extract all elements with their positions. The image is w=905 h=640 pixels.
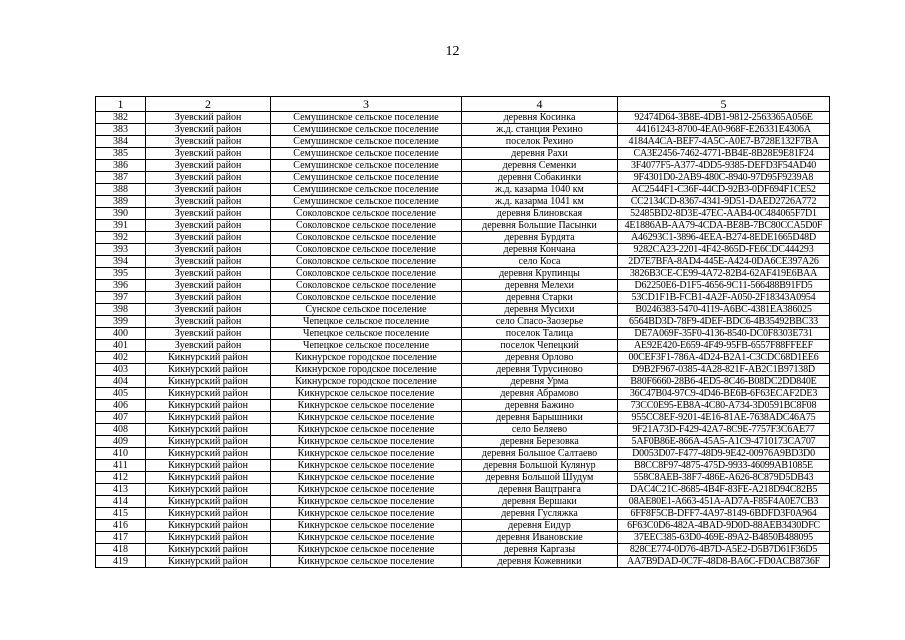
district-name: Зуевский район bbox=[146, 220, 271, 232]
district-name: Зуевский район bbox=[146, 136, 271, 148]
municipality-name: Кикнурское сельское поселение bbox=[271, 496, 462, 508]
district-name: Кикнурский район bbox=[146, 436, 271, 448]
row-number: 408 bbox=[96, 424, 146, 436]
settlement-name: поселок Рехино bbox=[462, 136, 618, 148]
settlement-guid: 53CD1F1B-FCB1-4A2F-A050-2F18343A0954 bbox=[618, 292, 830, 304]
column-header-1: 1 bbox=[96, 97, 146, 112]
settlements-table bbox=[95, 96, 830, 568]
settlement-guid: AC2544F1-C36F-44CD-92B3-0DF694F1CE52 bbox=[618, 184, 830, 196]
municipality-name: Семушинское сельское поселение bbox=[271, 172, 462, 184]
settlement-guid: 3F4077F5-A377-4DD5-9385-DEFD3F54AD40 bbox=[618, 160, 830, 172]
row-number: 394 bbox=[96, 256, 146, 268]
municipality-name: Кикнурское сельское поселение bbox=[271, 472, 462, 484]
settlement-name: поселок Чепецкий bbox=[462, 340, 618, 352]
settlement-guid: 9282CA23-2201-4F42-865D-FE6CDC444293 bbox=[618, 244, 830, 256]
row-number: 391 bbox=[96, 220, 146, 232]
row-number: 387 bbox=[96, 172, 146, 184]
municipality-name: Соколовское сельское поселение bbox=[271, 280, 462, 292]
row-number: 397 bbox=[96, 292, 146, 304]
row-number: 398 bbox=[96, 304, 146, 316]
settlement-guid: 4184A4CA-BEF7-4A5C-A0E7-B728E132F7BA bbox=[618, 136, 830, 148]
district-name: Зуевский район bbox=[146, 160, 271, 172]
settlement-guid: B8CC8F97-4875-475D-9933-46099AB1085E bbox=[618, 460, 830, 472]
district-name: Зуевский район bbox=[146, 172, 271, 184]
row-number: 417 bbox=[96, 532, 146, 544]
settlement-name: деревня Вершаки bbox=[462, 496, 618, 508]
row-number: 416 bbox=[96, 520, 146, 532]
table-row bbox=[96, 184, 830, 196]
row-number: 396 bbox=[96, 280, 146, 292]
settlement-guid: 73CC0E95-EB8A-4C80-A734-3D0591BC8F08 bbox=[618, 400, 830, 412]
municipality-name: Кикнурское сельское поселение bbox=[271, 532, 462, 544]
settlement-name: село Беляево bbox=[462, 424, 618, 436]
table-row bbox=[96, 196, 830, 208]
settlement-guid: 37EEC385-63D0-469E-89A2-B4850B488095 bbox=[618, 532, 830, 544]
settlement-name: деревня Бурдята bbox=[462, 232, 618, 244]
settlement-name: деревня Большие Пасынки bbox=[462, 220, 618, 232]
table-row bbox=[96, 556, 830, 568]
municipality-name: Соколовское сельское поселение bbox=[271, 244, 462, 256]
row-number: 413 bbox=[96, 484, 146, 496]
municipality-name: Соколовское сельское поселение bbox=[271, 292, 462, 304]
settlement-name: деревня Косинка bbox=[462, 112, 618, 124]
row-number: 412 bbox=[96, 472, 146, 484]
district-name: Зуевский район bbox=[146, 304, 271, 316]
district-name: Зуевский район bbox=[146, 124, 271, 136]
row-number: 410 bbox=[96, 448, 146, 460]
settlement-name: деревня Крупинцы bbox=[462, 268, 618, 280]
settlement-name: село Коса bbox=[462, 256, 618, 268]
municipality-name: Семушинское сельское поселение bbox=[271, 160, 462, 172]
table-row bbox=[96, 256, 830, 268]
municipality-name: Кикнурское сельское поселение bbox=[271, 460, 462, 472]
settlement-name: ж.д. казарма 1041 км bbox=[462, 196, 618, 208]
municipality-name: Кикнурское городское поселение bbox=[271, 352, 462, 364]
table-row bbox=[96, 436, 830, 448]
settlement-name: деревня Турусиново bbox=[462, 364, 618, 376]
settlement-name: деревня Гусляжка bbox=[462, 508, 618, 520]
district-name: Кикнурский район bbox=[146, 544, 271, 556]
row-number: 383 bbox=[96, 124, 146, 136]
settlement-name: деревня Большое Салтаево bbox=[462, 448, 618, 460]
settlement-name: поселок Талица bbox=[462, 328, 618, 340]
settlement-guid: 9F21A73D-F429-42A7-8C9E-7757F3C6AE77 bbox=[618, 424, 830, 436]
municipality-name: Кикнурское городское поселение bbox=[271, 376, 462, 388]
settlement-name: деревня Ивановские bbox=[462, 532, 618, 544]
settlement-guid: 00CEF3F1-786A-4D24-B2A1-C3CDC68D1EE6 bbox=[618, 352, 830, 364]
table-row bbox=[96, 508, 830, 520]
municipality-name: Кикнурское сельское поселение bbox=[271, 556, 462, 568]
settlement-name: деревня Орлово bbox=[462, 352, 618, 364]
settlement-guid: DE7A069F-35F0-4136-8540-DC0F8303E731 bbox=[618, 328, 830, 340]
row-number: 405 bbox=[96, 388, 146, 400]
settlement-guid: 6FF8F5CB-DFF7-4A97-8149-6BDFD3F0A964 bbox=[618, 508, 830, 520]
district-name: Кикнурский район bbox=[146, 424, 271, 436]
row-number: 400 bbox=[96, 328, 146, 340]
table-row bbox=[96, 220, 830, 232]
settlement-name: деревня Семенки bbox=[462, 160, 618, 172]
municipality-name: Кикнурское сельское поселение bbox=[271, 436, 462, 448]
row-number: 382 bbox=[96, 112, 146, 124]
settlement-guid: AE92E420-E659-4F49-95FB-6557F88FFEEF bbox=[618, 340, 830, 352]
row-number: 418 bbox=[96, 544, 146, 556]
table-row bbox=[96, 532, 830, 544]
settlement-name: деревня Еидур bbox=[462, 520, 618, 532]
table-row bbox=[96, 460, 830, 472]
table-row bbox=[96, 352, 830, 364]
district-name: Зуевский район bbox=[146, 232, 271, 244]
district-name: Кикнурский район bbox=[146, 400, 271, 412]
settlement-guid: 52485BD2-8D3E-47EC-AAB4-0C484065F7D1 bbox=[618, 208, 830, 220]
district-name: Кикнурский район bbox=[146, 508, 271, 520]
settlement-name: ж.д. станция Рехино bbox=[462, 124, 618, 136]
row-number: 395 bbox=[96, 268, 146, 280]
table-row bbox=[96, 208, 830, 220]
municipality-name: Кикнурское сельское поселение bbox=[271, 388, 462, 400]
municipality-name: Кикнурское сельское поселение bbox=[271, 448, 462, 460]
municipality-name: Соколовское сельское поселение bbox=[271, 256, 462, 268]
district-name: Кикнурский район bbox=[146, 412, 271, 424]
table-row bbox=[96, 400, 830, 412]
table-row bbox=[96, 136, 830, 148]
settlement-guid: 44161243-8700-4EA0-968F-E26331E4306A bbox=[618, 124, 830, 136]
row-number: 409 bbox=[96, 436, 146, 448]
municipality-name: Кикнурское городское поселение bbox=[271, 364, 462, 376]
settlement-name: деревня Бажино bbox=[462, 400, 618, 412]
settlement-name: деревня Кожевники bbox=[462, 556, 618, 568]
table-row bbox=[96, 412, 830, 424]
settlement-name: деревня Абрамово bbox=[462, 388, 618, 400]
municipality-name: Кикнурское сельское поселение bbox=[271, 520, 462, 532]
row-number: 388 bbox=[96, 184, 146, 196]
table-row bbox=[96, 124, 830, 136]
table-row bbox=[96, 304, 830, 316]
municipality-name: Семушинское сельское поселение bbox=[271, 148, 462, 160]
settlement-guid: DAC4C21C-8685-4B4F-83FE-A218D94C82B5 bbox=[618, 484, 830, 496]
table-header-row bbox=[96, 97, 830, 112]
district-name: Зуевский район bbox=[146, 244, 271, 256]
column-header-5: 5 bbox=[618, 97, 830, 112]
column-header-4: 4 bbox=[462, 97, 618, 112]
settlement-name: деревня Барышники bbox=[462, 412, 618, 424]
row-number: 393 bbox=[96, 244, 146, 256]
settlement-guid: D9B2F967-0385-4A28-821F-AB2C1B97138D bbox=[618, 364, 830, 376]
district-name: Кикнурский район bbox=[146, 520, 271, 532]
row-number: 415 bbox=[96, 508, 146, 520]
row-number: 404 bbox=[96, 376, 146, 388]
row-number: 401 bbox=[96, 340, 146, 352]
settlement-guid: AA7B9DAD-0C7F-48D8-BA6C-FD0ACB8736F bbox=[618, 556, 830, 568]
settlement-name: деревня Большой Кулянур bbox=[462, 460, 618, 472]
settlement-guid: D0053D07-F477-48D9-9E42-00976A9BD3D0 bbox=[618, 448, 830, 460]
district-name: Зуевский район bbox=[146, 184, 271, 196]
settlement-name: ж.д. казарма 1040 км bbox=[462, 184, 618, 196]
settlement-guid: 36C47B04-97C9-4D46-BE6B-6F63ECAF2DE3 bbox=[618, 388, 830, 400]
municipality-name: Соколовское сельское поселение bbox=[271, 268, 462, 280]
municipality-name: Семушинское сельское поселение bbox=[271, 196, 462, 208]
settlement-name: деревня Мусихи bbox=[462, 304, 618, 316]
table-row bbox=[96, 292, 830, 304]
settlement-guid: D62250E6-D1F5-4656-9C11-566488B91FD5 bbox=[618, 280, 830, 292]
district-name: Кикнурский район bbox=[146, 460, 271, 472]
district-name: Кикнурский район bbox=[146, 376, 271, 388]
settlement-guid: 08AE80E1-A663-451A-AD7A-F85F4A0E7CB3 bbox=[618, 496, 830, 508]
row-number: 384 bbox=[96, 136, 146, 148]
table-row bbox=[96, 544, 830, 556]
municipality-name: Чепецкое сельское поселение bbox=[271, 316, 462, 328]
table-row bbox=[96, 316, 830, 328]
table-row bbox=[96, 376, 830, 388]
settlement-name: деревня Кончана bbox=[462, 244, 618, 256]
settlement-guid: B80F6660-28B6-4ED5-8C46-B08DC2DD840E bbox=[618, 376, 830, 388]
settlement-guid: 9F4301D0-2AB9-480C-8940-97D95F9239A8 bbox=[618, 172, 830, 184]
row-number: 411 bbox=[96, 460, 146, 472]
table-row bbox=[96, 340, 830, 352]
district-name: Кикнурский район bbox=[146, 496, 271, 508]
settlement-name: деревня Собакинки bbox=[462, 172, 618, 184]
table-row bbox=[96, 496, 830, 508]
row-number: 414 bbox=[96, 496, 146, 508]
row-number: 399 bbox=[96, 316, 146, 328]
district-name: Кикнурский район bbox=[146, 556, 271, 568]
column-header-2: 2 bbox=[146, 97, 271, 112]
row-number: 403 bbox=[96, 364, 146, 376]
settlement-guid: CA3E2456-7462-4771-BB4E-8B28E9E81F24 bbox=[618, 148, 830, 160]
municipality-name: Кикнурское сельское поселение bbox=[271, 508, 462, 520]
settlement-name: деревня Старки bbox=[462, 292, 618, 304]
district-name: Зуевский район bbox=[146, 196, 271, 208]
settlement-name: деревня Блиновская bbox=[462, 208, 618, 220]
settlement-guid: 955CC8EF-9201-4E16-81AE-7638ADC46A75 bbox=[618, 412, 830, 424]
district-name: Кикнурский район bbox=[146, 448, 271, 460]
settlement-name: село Спасо-Заозерье bbox=[462, 316, 618, 328]
settlement-guid: 558C8AEB-38F7-486E-A626-8C879D5DB43 bbox=[618, 472, 830, 484]
table-row bbox=[96, 232, 830, 244]
district-name: Кикнурский район bbox=[146, 472, 271, 484]
settlement-guid: A46293C1-3896-4EEA-B274-8EDE1665D48D bbox=[618, 232, 830, 244]
settlement-guid: B0246383-5470-4119-A6BC-4381EA386025 bbox=[618, 304, 830, 316]
table-row bbox=[96, 388, 830, 400]
settlement-guid: 2D7E7BFA-8AD4-445E-A424-0DA6CE397A26 bbox=[618, 256, 830, 268]
row-number: 419 bbox=[96, 556, 146, 568]
row-number: 389 bbox=[96, 196, 146, 208]
table-row bbox=[96, 484, 830, 496]
district-name: Зуевский район bbox=[146, 280, 271, 292]
row-number: 407 bbox=[96, 412, 146, 424]
district-name: Кикнурский район bbox=[146, 388, 271, 400]
table-row bbox=[96, 364, 830, 376]
municipality-name: Соколовское сельское поселение bbox=[271, 220, 462, 232]
table-row bbox=[96, 472, 830, 484]
municipality-name: Семушинское сельское поселение bbox=[271, 112, 462, 124]
municipality-name: Кикнурское сельское поселение bbox=[271, 412, 462, 424]
table-row bbox=[96, 148, 830, 160]
district-name: Зуевский район bbox=[146, 292, 271, 304]
municipality-name: Семушинское сельское поселение bbox=[271, 136, 462, 148]
district-name: Зуевский район bbox=[146, 316, 271, 328]
district-name: Зуевский район bbox=[146, 256, 271, 268]
settlement-name: деревня Большой Шудум bbox=[462, 472, 618, 484]
district-name: Кикнурский район bbox=[146, 352, 271, 364]
settlement-name: деревня Рахи bbox=[462, 148, 618, 160]
district-name: Зуевский район bbox=[146, 340, 271, 352]
settlement-guid: 5AF0B86E-866A-45A5-A1C9-4710173CA707 bbox=[618, 436, 830, 448]
municipality-name: Кикнурское сельское поселение bbox=[271, 400, 462, 412]
settlement-name: деревня Березовка bbox=[462, 436, 618, 448]
municipality-name: Чепецкое сельское поселение bbox=[271, 328, 462, 340]
settlement-name: деревня Мелехи bbox=[462, 280, 618, 292]
settlement-name: деревня Ващтранга bbox=[462, 484, 618, 496]
settlement-guid: 92474D64-3B8E-4DB1-9812-2563365A056E bbox=[618, 112, 830, 124]
district-name: Зуевский район bbox=[146, 268, 271, 280]
district-name: Кикнурский район bbox=[146, 484, 271, 496]
municipality-name: Соколовское сельское поселение bbox=[271, 208, 462, 220]
table-row bbox=[96, 160, 830, 172]
table-body bbox=[96, 97, 830, 568]
municipality-name: Кикнурское сельское поселение bbox=[271, 484, 462, 496]
table-row bbox=[96, 112, 830, 124]
table-row bbox=[96, 268, 830, 280]
settlement-guid: 4E1886AB-AA79-4CDA-BE8B-7BC80CCA5D0F bbox=[618, 220, 830, 232]
settlement-name: деревня Каргазы bbox=[462, 544, 618, 556]
row-number: 385 bbox=[96, 148, 146, 160]
municipality-name: Семушинское сельское поселение bbox=[271, 124, 462, 136]
page-number: 12 bbox=[445, 44, 460, 59]
table-row bbox=[96, 172, 830, 184]
district-name: Зуевский район bbox=[146, 148, 271, 160]
municipality-name: Соколовское сельское поселение bbox=[271, 232, 462, 244]
row-number: 406 bbox=[96, 400, 146, 412]
settlement-guid: 828CE774-0D76-4B7D-A5E2-D5B7D61F36D5 bbox=[618, 544, 830, 556]
column-header-3: 3 bbox=[271, 97, 462, 112]
row-number: 402 bbox=[96, 352, 146, 364]
municipality-name: Кикнурское сельское поселение bbox=[271, 424, 462, 436]
settlement-guid: 6F63C0D6-482A-4BAD-9D0D-88AEB3430DFC bbox=[618, 520, 830, 532]
settlement-guid: CC2134CD-8367-4341-9D51-DAED2726A772 bbox=[618, 196, 830, 208]
settlement-guid: 3826B3CE-CE99-4A72-82B4-62AF419E6BAA bbox=[618, 268, 830, 280]
municipality-name: Сунское сельское поселение bbox=[271, 304, 462, 316]
district-name: Кикнурский район bbox=[146, 364, 271, 376]
table-row bbox=[96, 424, 830, 436]
district-name: Зуевский район bbox=[146, 112, 271, 124]
settlement-guid: 6564BD3D-78F9-4DEF-BDC6-4B35492BBC33 bbox=[618, 316, 830, 328]
table-row bbox=[96, 280, 830, 292]
settlement-name: деревня Урма bbox=[462, 376, 618, 388]
table-row bbox=[96, 244, 830, 256]
row-number: 390 bbox=[96, 208, 146, 220]
municipality-name: Кикнурское сельское поселение bbox=[271, 544, 462, 556]
table-row bbox=[96, 328, 830, 340]
row-number: 386 bbox=[96, 160, 146, 172]
municipality-name: Чепецкое сельское поселение bbox=[271, 340, 462, 352]
table-row bbox=[96, 448, 830, 460]
district-name: Зуевский район bbox=[146, 328, 271, 340]
row-number: 392 bbox=[96, 232, 146, 244]
district-name: Кикнурский район bbox=[146, 532, 271, 544]
district-name: Зуевский район bbox=[146, 208, 271, 220]
municipality-name: Семушинское сельское поселение bbox=[271, 184, 462, 196]
table-row bbox=[96, 520, 830, 532]
